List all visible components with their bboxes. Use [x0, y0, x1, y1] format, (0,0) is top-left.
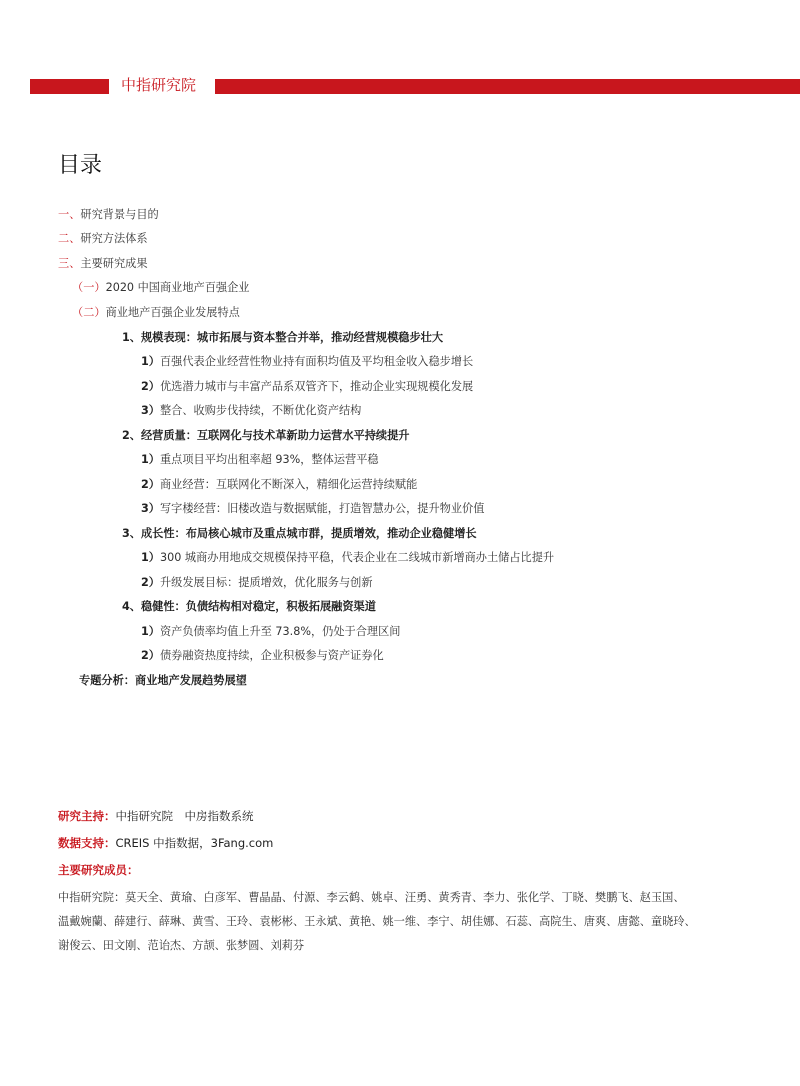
credits-host-label: 研究主持： [58, 809, 116, 823]
toc-item-label: 研究方法体系 [80, 232, 148, 245]
toc-subitem-3-2[interactable] [141, 575, 373, 591]
toc-subitem-3-1[interactable] [141, 550, 554, 566]
toc-subitem-2-1[interactable] [141, 452, 379, 468]
credits-members-label: 主要研究成员： [58, 863, 139, 877]
credits-members [58, 862, 139, 878]
toc-item-number: 2） [141, 478, 160, 491]
toc-item-label: 300 城商办用地成交规模保持平稳，代表企业在二线城市新增商办土储占比提升 [159, 551, 555, 564]
toc-item-label: 研究背景与目的 [80, 208, 159, 221]
toc-item-number: 1） [141, 551, 160, 564]
credits-data [58, 835, 273, 851]
toc-item-label: 升级发展目标：提质增效，优化服务与创新 [159, 576, 373, 589]
toc-heading-1[interactable]: 1、规模表现：城市拓展与资本整合并举，推动经营规模稳步壮大 [122, 331, 444, 344]
toc-item-number: 一、 [58, 208, 81, 221]
toc-heading-4[interactable]: 4、稳健性：负债结构相对稳定，积极拓展融资渠道 [122, 600, 376, 613]
toc-special-topic[interactable]: 专题分析：商业地产发展趋势展望 [79, 674, 247, 687]
credits-data-label: 数据支持： [58, 836, 116, 850]
header-title: 中指研究院 [121, 76, 197, 94]
page-title: 目录 [58, 153, 103, 178]
header-bar-left [30, 79, 109, 94]
credits-data-value: CREIS 中指数据，3Fang.com [115, 836, 274, 850]
toc-subitem-1-1[interactable] [141, 354, 473, 370]
members-list [58, 886, 778, 958]
members-line: 谢俊云、田文刚、范诒杰、方颉、张梦圆、刘莉芬 [58, 939, 305, 952]
toc-item-label: 商业经营：互联网化不断深入，精细化运营持续赋能 [159, 478, 418, 491]
toc-item-label: 优选潜力城市与丰富产品系双管齐下，推动企业实现规模化发展 [159, 380, 474, 393]
toc-item-number: 1） [141, 355, 160, 368]
toc-item-1[interactable] [58, 207, 159, 223]
header-bar-right [215, 79, 800, 94]
toc-item-label: 百强代表企业经营性物业持有面积均值及平均租金收入稳步增长 [159, 355, 474, 368]
toc-subitem-2-2[interactable] [141, 477, 417, 493]
toc-subitem-1-2[interactable] [141, 379, 473, 395]
toc-item-label: 商业地产百强企业发展特点 [105, 306, 240, 319]
toc-subitem-4-1[interactable] [141, 624, 400, 640]
toc-item-3-2[interactable] [72, 305, 240, 321]
credits-host [58, 808, 254, 824]
toc-item-2[interactable] [58, 231, 148, 247]
toc-subitem-4-2[interactable] [141, 648, 384, 664]
toc-item-number: 三、 [58, 257, 81, 270]
toc-subitem-1-3[interactable] [141, 403, 361, 419]
toc-item-label: 主要研究成果 [80, 257, 148, 270]
credits-host-value: 中指研究院 中房指数系统 [115, 809, 254, 823]
members-line: 温戴婉蘭、薛建行、薛琳、黄雪、王玲、袁彬彬、王永斌、黄艳、姚一维、李宁、胡佳娜、石蕊、高院生、唐爽、唐懿、童晓玲、 [58, 915, 696, 928]
toc-item-number: 二、 [58, 232, 81, 245]
toc-item-label: 写字楼经营：旧楼改造与数据赋能，打造智慧办公，提升物业价值 [159, 502, 485, 515]
toc-item-number: 2） [141, 576, 160, 589]
toc-item-number: 3） [141, 404, 160, 417]
toc-item-number: 1） [141, 625, 160, 638]
toc-item-3-1[interactable] [72, 280, 249, 296]
toc-item-number: 2） [141, 649, 160, 662]
toc-item-label: 整合、收购步伐持续，不断优化资产结构 [159, 404, 362, 417]
toc-heading-2[interactable]: 2、经营质量：互联网化与技术革新助力运营水平持续提升 [122, 429, 410, 442]
toc-item-number: 3） [141, 502, 160, 515]
toc-item-label: 重点项目平均出租率超 93%，整体运营平稳 [159, 453, 379, 466]
toc-item-number: 2） [141, 380, 160, 393]
toc-item-number: （一） [72, 281, 106, 294]
toc-item-3[interactable] [58, 256, 148, 272]
toc-item-number: 1） [141, 453, 160, 466]
toc-item-number: （二） [72, 306, 106, 319]
toc-item-label: 资产负债率均值上升至 73.8%，仍处于合理区间 [159, 625, 401, 638]
toc-item-label: 2020 中国商业地产百强企业 [105, 281, 250, 294]
toc-item-label: 债券融资热度持续，企业积极参与资产证券化 [159, 649, 384, 662]
toc-subitem-2-3[interactable] [141, 501, 484, 517]
members-line: 中指研究院：莫天全、黄瑜、白彦军、曹晶晶、付源、李云鹤、姚卓、汪勇、黄秀青、李力、张化学、丁晓、樊鹏飞、赵玉国、 [58, 891, 685, 904]
toc-heading-3[interactable]: 3、成长性：布局核心城市及重点城市群，提质增效，推动企业稳健增长 [122, 527, 477, 540]
